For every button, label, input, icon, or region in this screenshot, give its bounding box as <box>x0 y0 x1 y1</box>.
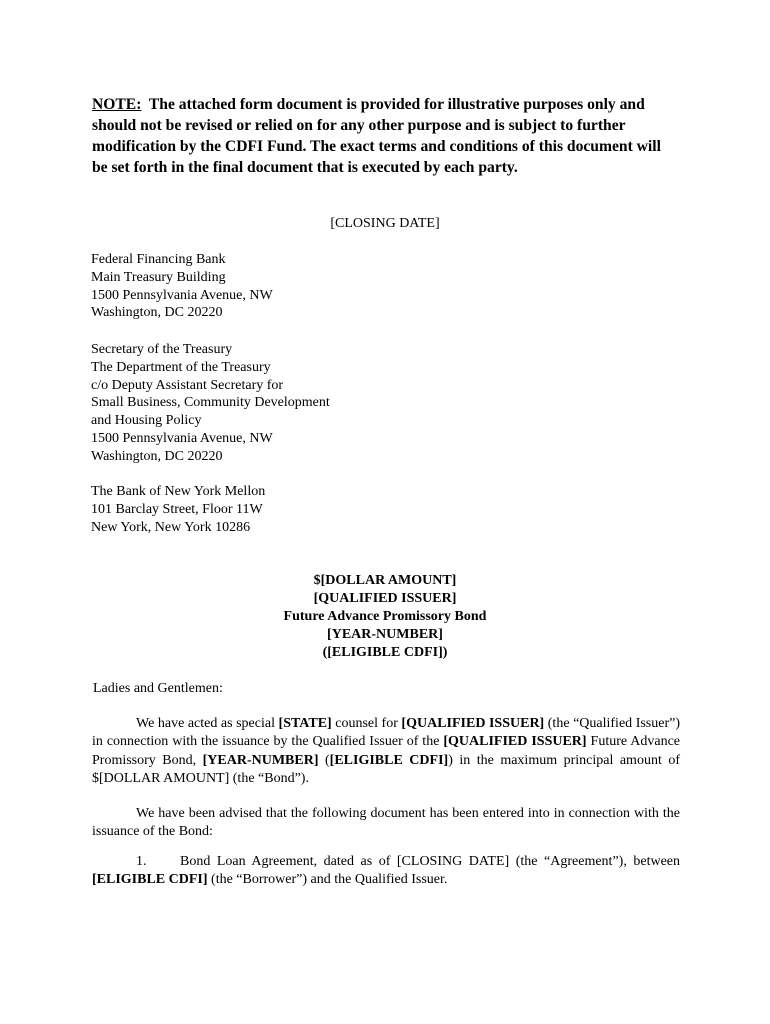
address-line: The Department of the Treasury <box>91 359 271 375</box>
address-line: Small Business, Community Development <box>91 395 330 411</box>
para-text: We have acted as special <box>136 716 279 731</box>
salutation: Ladies and Gentlemen: <box>93 681 223 696</box>
para-bold: [QUALIFIED ISSUER] <box>443 734 587 750</box>
para-text: We have been advised that the following document has been entered into in connection with the issuance of the Bond: <box>92 806 680 840</box>
para-text: (the “Borrower”) and the Qualified Issuer. <box>207 872 448 888</box>
address-bank-new-york-mellon <box>91 483 265 536</box>
para-text: Bond Loan Agreement, dated as of [CLOSING DATE] (the “Agreement”), between <box>180 854 680 869</box>
closing-date: [CLOSING DATE] <box>330 216 440 231</box>
note-text: The attached form document is provided for illustrative purposes only and should not be revised or relied on for any other purpose and is subject to further modification by the CDFI Fund. The exact terms and conditions of this document will be set forth in the final document that is executed by each party. <box>92 96 661 176</box>
note-label: NOTE: <box>92 96 142 113</box>
title-line: $[DOLLAR AMOUNT] <box>313 573 457 588</box>
paragraph-counsel <box>92 715 680 788</box>
para-bold: [STATE] <box>278 716 332 731</box>
address-line: 1500 Pennsylvania Avenue, NW <box>91 430 273 446</box>
para-text: Future Advance Promissory Bond, <box>92 734 681 768</box>
address-federal-financing-bank <box>91 251 273 322</box>
address-line: New York, New York 10286 <box>91 519 251 535</box>
para-text: (the “Qualified Issuer”) in connection with the issuance by the Qualified Issuer of the <box>92 716 681 750</box>
title-line: [YEAR-NUMBER] <box>327 627 443 642</box>
address-line: Main Treasury Building <box>91 269 226 285</box>
para-text: ) in the maximum principal amount of $[DOLLAR AMOUNT] (the “Bond”). <box>92 752 680 786</box>
paragraph-advised <box>92 805 680 842</box>
title-line: ([ELIGIBLE CDFI]) <box>322 645 448 660</box>
address-line: 101 Barclay Street, Floor 11W <box>91 501 263 517</box>
address-line: Federal Financing Bank <box>91 252 226 267</box>
para-bold: [ELIGIBLE CDFI] <box>329 752 449 768</box>
para-text: ( <box>318 752 330 768</box>
para-bold: [ELIGIBLE CDFI] <box>92 872 208 888</box>
para-text: counsel for <box>331 716 402 731</box>
para-bold: [QUALIFIED ISSUER] <box>401 716 545 731</box>
title-line: [QUALIFIED ISSUER] <box>313 591 457 606</box>
address-line: Secretary of the Treasury <box>91 342 233 357</box>
address-line: and Housing Policy <box>91 413 202 429</box>
disclaimer-note <box>92 94 672 178</box>
address-line: The Bank of New York Mellon <box>91 484 266 499</box>
bond-title-block <box>0 572 770 662</box>
address-line: Washington, DC 20220 <box>91 448 223 464</box>
list-number: 1. <box>136 854 147 869</box>
title-line: Future Advance Promissory Bond <box>283 609 487 624</box>
list-item-bond-loan-agreement <box>92 853 680 890</box>
para-bold: [YEAR-NUMBER] <box>202 752 319 768</box>
address-line: c/o Deputy Assistant Secretary for <box>91 377 284 393</box>
address-secretary-treasury <box>91 341 330 466</box>
address-line: Washington, DC 20220 <box>91 305 223 321</box>
address-line: 1500 Pennsylvania Avenue, NW <box>91 287 273 303</box>
